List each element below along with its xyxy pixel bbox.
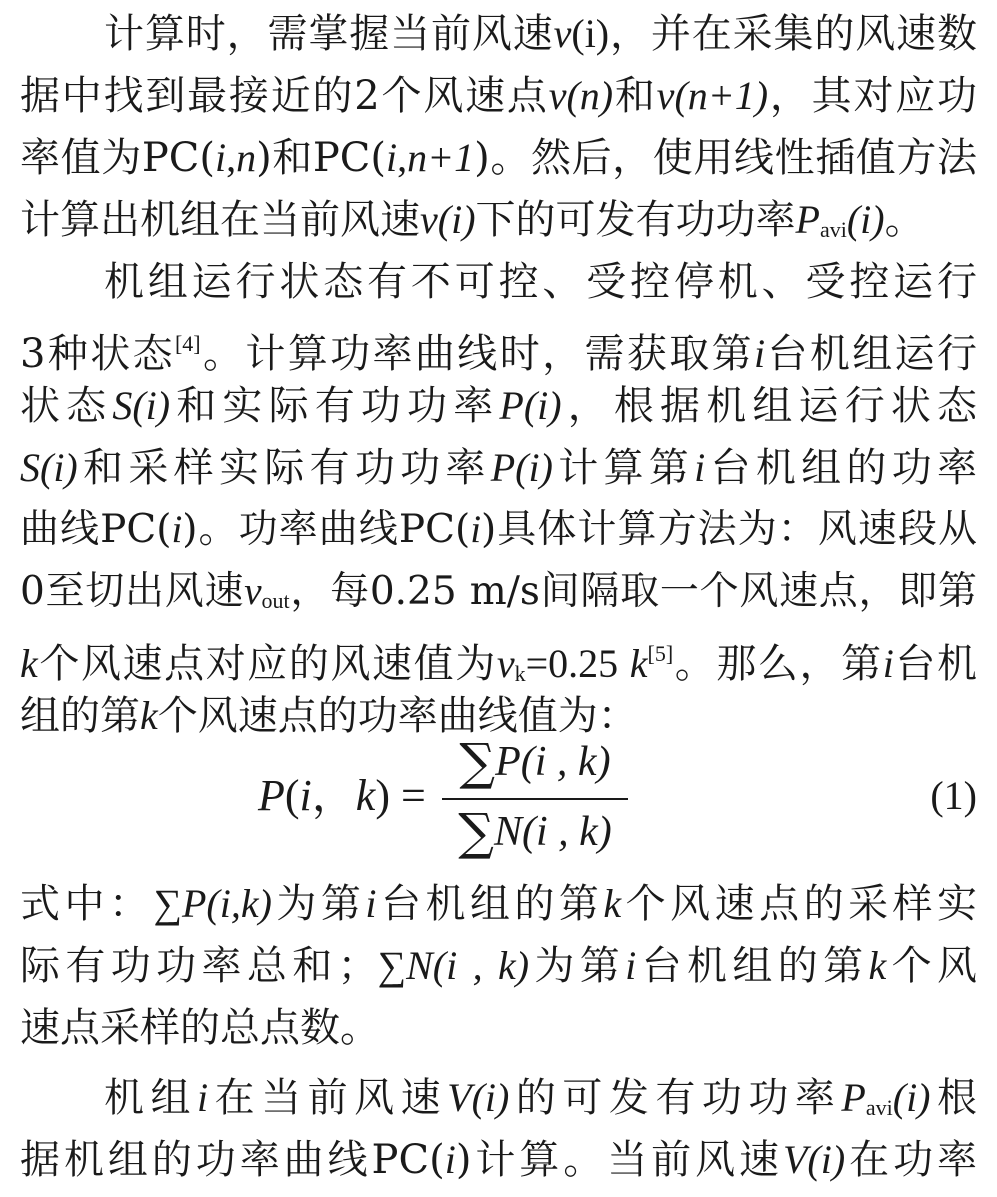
math-arg: (i , k) (520, 739, 611, 785)
math-var: v (553, 11, 572, 56)
text-run: ，并在采集的风速数 (609, 11, 978, 57)
math-arg: (i) (523, 383, 562, 428)
text-run: 和采样实际有功功率 (77, 445, 491, 491)
text-run: 为第 (271, 881, 366, 927)
p3-line3: 速点采样的总点数。 (20, 1005, 380, 1051)
text-run: 0至切出风速 (20, 569, 245, 614)
math-arg: (n+1) (674, 73, 769, 118)
math-var: k (629, 641, 648, 686)
math-var: N (406, 943, 433, 988)
fraction-numerator (440, 732, 630, 792)
math-var: v (496, 641, 515, 686)
math-var: P (181, 881, 207, 926)
math-arg: (i,k) (206, 881, 272, 926)
p2-line2 (20, 312, 977, 376)
math-arg: (i , k) (432, 943, 530, 988)
p2-line7 (20, 622, 977, 686)
math-var: P (258, 771, 285, 820)
text-run: 台机组运行 (765, 331, 978, 377)
math-arg: (i) (471, 1075, 510, 1120)
math-subscript: out (261, 588, 290, 613)
math-var: V (447, 1075, 472, 1120)
text-run: 状态 (20, 383, 113, 429)
text-run: 根 (930, 1075, 978, 1121)
p1-line4 (20, 188, 977, 252)
math-var: i (444, 1137, 456, 1182)
math-var: k (355, 771, 376, 820)
equation-lhs (258, 764, 426, 828)
text-run: 为第 (529, 943, 626, 989)
text-run: )。功率曲线PC( (182, 507, 471, 552)
text-run: 3种状态 (20, 331, 175, 377)
text-run: )具体计算方法为：风速段从 (481, 507, 978, 552)
math-var: v (548, 73, 567, 118)
text-run: 据机组的功率曲线PC( (20, 1137, 445, 1183)
math-var: S (112, 383, 133, 428)
math-var: P (490, 445, 516, 490)
text-run: 际有功功率总和； (20, 943, 378, 989)
p1-line3 (20, 126, 977, 190)
equation-fraction (440, 730, 630, 870)
math-arg: (i) (40, 445, 78, 490)
math-var: i (365, 881, 377, 926)
text-run: )计算。当前风速 (455, 1137, 783, 1183)
text-run: 台机组的第 (636, 943, 869, 989)
text-run: 个风 (886, 943, 978, 989)
p1-line1 (20, 2, 977, 66)
text-run: 据中找到最接近的2个风速点 (20, 73, 549, 119)
text-run: 组的第 (20, 693, 140, 739)
fraction-denominator (440, 802, 630, 862)
p1-line2 (20, 64, 977, 128)
equation-1 (20, 730, 977, 870)
math-var: i (625, 943, 637, 988)
citation-ref: [4] (174, 331, 201, 356)
math-var: i (299, 771, 312, 820)
text-run: 下的可发有功功率 (475, 197, 796, 243)
text-run: 计算出机组在当前风速 (20, 197, 420, 243)
math-var: i (882, 641, 894, 686)
math-sep: , (397, 135, 408, 180)
math-arg: (i) (846, 197, 885, 242)
math-var: k (868, 943, 887, 988)
text-run: 的可发有功功率 (509, 1075, 842, 1121)
math-subscript: k (514, 661, 526, 686)
math-arg: (i) (807, 1137, 846, 1182)
math-var: i (694, 445, 706, 490)
math-arg: (i) (892, 1075, 931, 1120)
text-run: 个风速点的功率曲线值为： (157, 693, 638, 739)
math-var: i (171, 508, 183, 551)
math-var: i (753, 331, 766, 376)
math-var: n (236, 135, 257, 180)
math-sep: , (226, 135, 237, 180)
math-arg: (i , k) (521, 809, 612, 855)
text-run: 在当前风速 (208, 1075, 448, 1121)
math-arg: (i) (437, 197, 476, 242)
text-run: 台机组的第 (376, 881, 604, 927)
text-run: 个风速点的采样实 (621, 881, 978, 927)
sum-symbol: ∑ (153, 881, 182, 926)
p4-line1 (20, 1066, 977, 1130)
math-var: P (495, 739, 521, 785)
math-var: S (20, 445, 40, 490)
sum-symbol: ∑ (377, 943, 407, 988)
text-run: 计算时，需掌握当前风速 (104, 11, 554, 57)
math-paren: ( (284, 771, 300, 820)
math-var: i (386, 135, 398, 180)
sum-symbol: ∑ (458, 803, 494, 861)
text-run: =0.25 (525, 641, 630, 686)
math-arg: (i) (132, 383, 171, 428)
math-subscript: avi (865, 1095, 893, 1120)
text-run: 个风速点对应的风速值为 (37, 641, 497, 687)
math-var: i (470, 508, 482, 551)
p2-line6 (20, 560, 977, 624)
math-sep: ， (311, 771, 356, 820)
math-arg: (i) (571, 11, 610, 56)
p2-line4 (20, 436, 977, 500)
text-run: 。计算功率曲线时，需获取第 (200, 331, 754, 377)
equation-number: (1) (930, 773, 977, 818)
text-run: )和PC( (256, 135, 387, 181)
p2-line1: 机组运行状态有不可控、受控停机、受控运行 (104, 259, 977, 305)
text-run: 在功率 (845, 1137, 978, 1183)
math-var: V (782, 1137, 808, 1182)
p3-line1 (20, 872, 977, 936)
text-run: 曲线PC( (20, 507, 172, 552)
text-run: ，其对应功 (768, 73, 978, 119)
text-run: 机组 (104, 1075, 198, 1121)
text-run: 。 (884, 197, 925, 243)
math-var: P (841, 1075, 866, 1120)
math-var: k (140, 693, 158, 738)
text-run: 计算第 (552, 445, 695, 491)
text-run: 率值为PC( (20, 135, 215, 181)
math-var: k (20, 641, 38, 686)
math-var: N (493, 809, 522, 855)
text-run: 台机 (893, 641, 978, 687)
sum-symbol: ∑ (459, 733, 496, 791)
math-var: i (197, 1075, 209, 1120)
math-arg: (i) (515, 445, 553, 490)
text-run: 式中： (20, 881, 154, 927)
math-subscript: avi (819, 217, 847, 242)
math-var: k (603, 881, 622, 926)
math-var: v (656, 73, 675, 118)
math-var: i (214, 135, 227, 180)
text-run: ，根据机组运行状态 (561, 383, 978, 429)
p3-line2 (20, 934, 977, 998)
p2-line5 (20, 498, 977, 562)
citation-ref: [5] (647, 641, 674, 666)
math-var: P (499, 383, 524, 428)
math-paren: ) = (375, 771, 426, 820)
math-var: P (795, 197, 820, 242)
p4-line2 (20, 1128, 977, 1192)
fraction-bar (442, 798, 628, 800)
text-run: 。那么，第 (673, 641, 883, 687)
math-var: n+1 (407, 135, 475, 180)
text-run: 台机组的功率 (705, 445, 978, 491)
text-run: 和 (613, 73, 657, 119)
math-var: v (244, 570, 262, 613)
p2-line3 (20, 374, 977, 438)
text-run: ，每0.25 m/s间隔取一个风速点，即第 (289, 569, 977, 614)
math-arg: (n) (566, 73, 614, 118)
text-run: 和实际有功功率 (170, 383, 500, 429)
math-var: v (420, 197, 438, 242)
text-run: )。然后，使用线性插值方法 (474, 135, 978, 181)
